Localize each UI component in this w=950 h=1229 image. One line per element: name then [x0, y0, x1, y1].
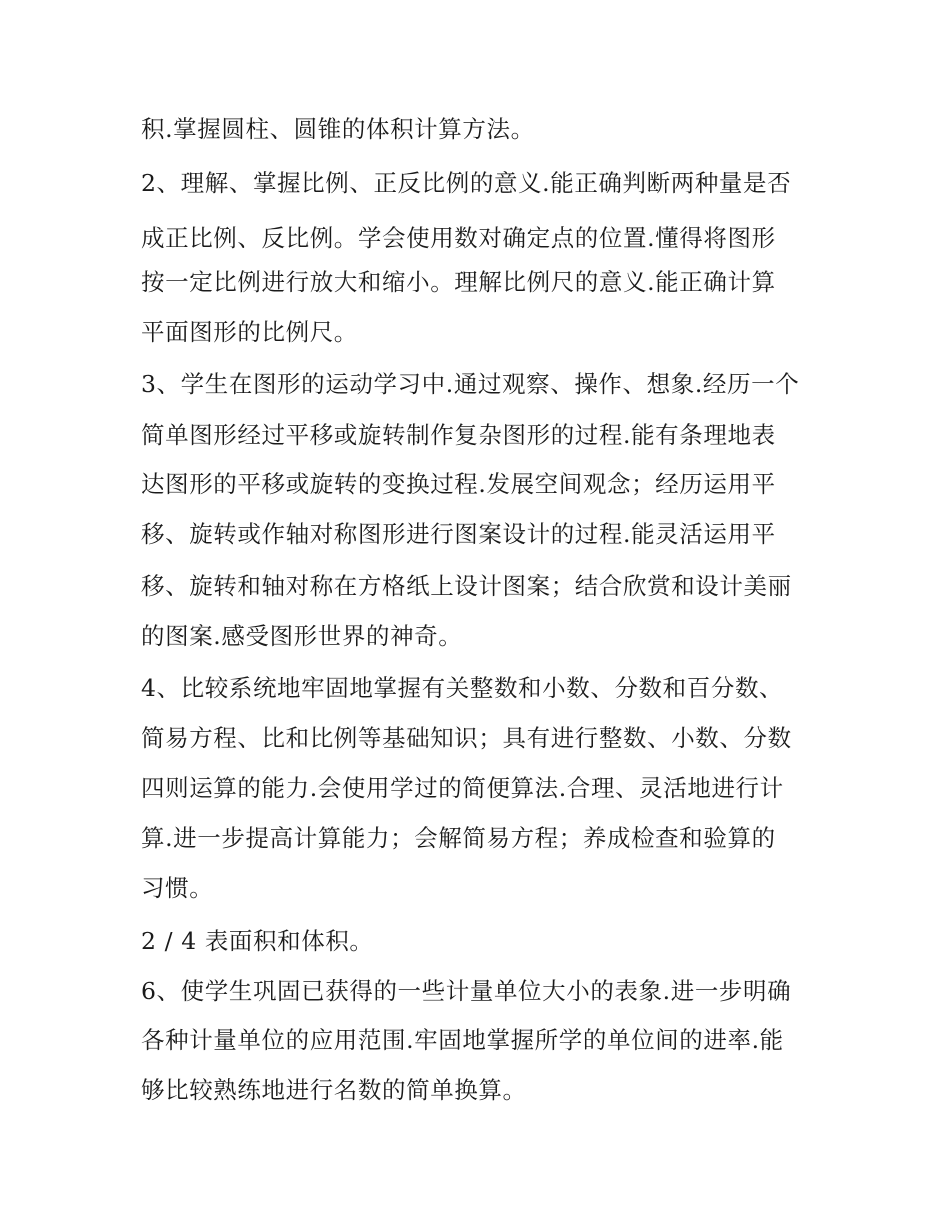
text-line: 移、旋转或作轴对称图形进行图案设计的过程.能灵活运用平 [141, 520, 776, 548]
text-line: 平面图形的比例尺。 [141, 318, 358, 346]
text-line: 6、使学生巩固已获得的一些计量单位大小的表象.进一步明确 [141, 977, 792, 1005]
text-line: 四则运算的能力.会使用学过的简便算法.合理、灵活地进行计 [141, 774, 784, 802]
text-line: 2 / 4 表面积和体积。 [141, 927, 374, 955]
text-line: 简单图形经过平移或旋转制作复杂图形的过程.能有条理地表 [141, 421, 776, 449]
text-line: 按一定比例进行放大和缩小。理解比例尺的意义.能正确计算 [141, 268, 776, 296]
text-line: 的图案.感受图形世界的神奇。 [141, 622, 463, 650]
text-line: 简易方程、比和比例等基础知识；具有进行整数、小数、分数 [141, 724, 792, 752]
text-line: 达图形的平移或旋转的变换过程.发展空间观念；经历运用平 [141, 470, 776, 498]
text-line: 各种计量单位的应用范围.牢固地掌握所学的单位间的进率.能 [141, 1026, 784, 1054]
text-line: 够比较熟练地进行名数的简单换算。 [141, 1076, 527, 1104]
text-line: 习惯。 [141, 874, 214, 902]
text-line: 2、理解、掌握比例、正反比例的意义.能正确判断两种量是否 [141, 169, 792, 197]
text-line: 4、比较系统地牢固地掌握有关整数和小数、分数和百分数、 [141, 674, 784, 702]
text-line: 成正比例、反比例。学会使用数对确定点的位置.懂得将图形 [141, 224, 776, 252]
text-line: 移、旋转和轴对称在方格纸上设计图案；结合欣赏和设计美丽 [141, 572, 792, 600]
text-line: 积.掌握圆柱、圆锥的体积计算方法。 [141, 115, 535, 143]
text-line: 3、学生在图形的运动学习中.通过观察、操作、想象.经历一个 [141, 370, 800, 398]
text-line: 算.进一步提高计算能力；会解简易方程；养成检查和验算的 [141, 824, 776, 852]
